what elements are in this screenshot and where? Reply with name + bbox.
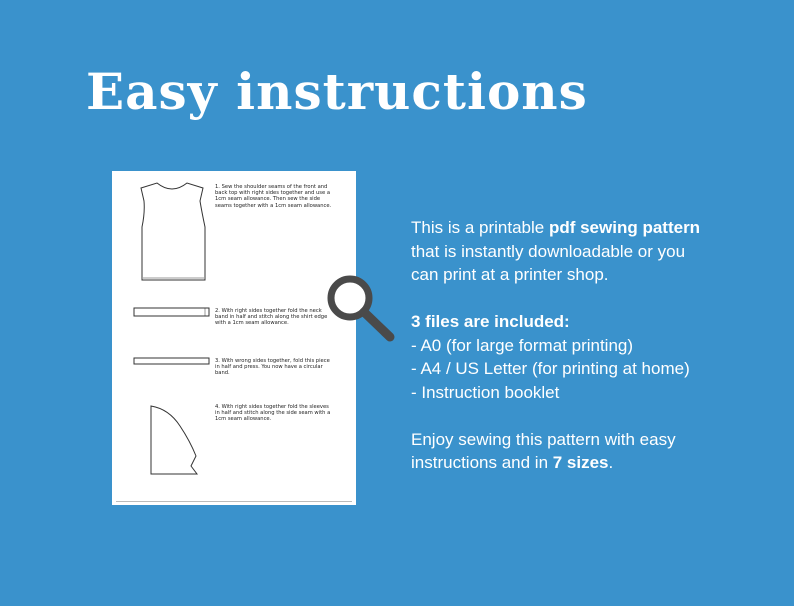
- magnifying-glass-icon: [323, 270, 398, 345]
- enjoy-line-2: instructions and in 7 sizes.: [411, 453, 614, 472]
- files-heading: 3 files are included:: [411, 312, 570, 331]
- intro-line-1: This is a printable pdf sewing pattern: [411, 218, 701, 237]
- enjoy-line-1: Enjoy sewing this pattern with easy: [411, 429, 676, 449]
- file-item: - A0 (for large format printing): [411, 335, 634, 355]
- instruction-step-3: 3. With wrong sides together, fold this piece in half and press. You now have a circular band.: [215, 358, 330, 377]
- sewing-diagrams: [112, 171, 356, 505]
- product-description: [411, 216, 761, 475]
- intro-line-3: can print at a printer shop.: [411, 265, 609, 284]
- pdf-sewing-pattern-text: pdf sewing pattern: [548, 218, 701, 237]
- instruction-step-1: 1. Sew the shoulder seams of the front and back top with right sides together and use a 1cm seam allowance. Then sew the side seams together with a 1cm seam allowance.: [215, 184, 332, 209]
- folded-band-diagram: [134, 358, 209, 364]
- instruction-booklet-page: [112, 171, 356, 505]
- instruction-step-2: 2. With right sides together fold the neck band in half and stitch along the shirt edge with a 1cm seam allowance.: [215, 308, 328, 327]
- shirt-body-diagram: [141, 183, 205, 280]
- file-item: - Instruction booklet: [411, 382, 560, 402]
- headline: Easy instructions: [86, 62, 588, 121]
- intro-line-2: that is instantly downloadable or you: [411, 241, 686, 261]
- page-footer-line: [116, 501, 352, 502]
- sleeve-diagram: [151, 406, 197, 474]
- file-item: - A4 / US Letter (for printing at home): [411, 359, 690, 378]
- neck-band-diagram: [134, 308, 209, 316]
- sizes-text: 7 sizes: [552, 453, 609, 472]
- instruction-step-4: 4. With right sides together fold the sleeves in half and stitch along the side seam with a 1cm seam allowance.: [215, 404, 331, 423]
